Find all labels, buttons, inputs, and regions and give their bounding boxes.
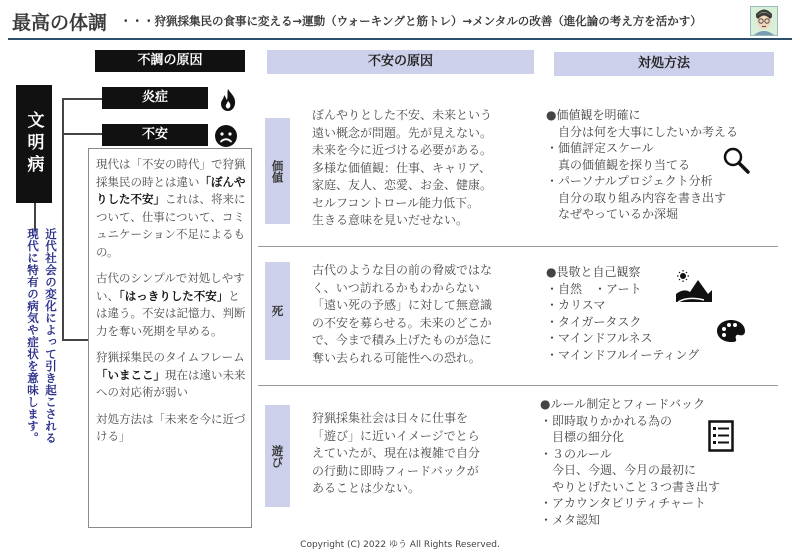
- row-divider: [258, 385, 778, 386]
- fuan-paragraph: 狩猟採集民のタイムフレーム「いまここ」現在は遠い未来への対応術が弱い: [96, 350, 246, 399]
- cause-text-shi: 古代のような目の前の脅威ではな く、いつ訪れるかもわからない 「遠い死の予感」に対して無意識 の不安を募らせる。未来のどこか で、今まで積み上げたものが急に 奪い去られる可能性への恐れ。: [312, 263, 493, 365]
- fuan-tag: 不安: [102, 124, 208, 146]
- row-divider: [258, 246, 778, 247]
- side-note: [18, 228, 60, 468]
- connector-line: [62, 98, 102, 100]
- list-item: ・アカウンタビリティチャート: [540, 496, 706, 510]
- list-item: ・パーソナルプロジェクト分析: [546, 174, 713, 188]
- list-item: ●価値観を明確に: [546, 108, 641, 122]
- magnifier-icon: [722, 146, 750, 174]
- checklist-icon: [708, 420, 734, 452]
- list-item: 今日、今週、今月の最初に: [540, 463, 697, 477]
- list-item: やりとげたいこと３つ書き出す: [540, 479, 721, 494]
- side-note-line: 現代に特有の病気や症状を意味します。: [26, 228, 40, 444]
- method-list-asobi: [540, 396, 778, 528]
- list-item: ・マインドフルネス: [546, 331, 653, 345]
- fuan-paragraph: 現代は「不安の時代」で狩猟採集民の時とは違い「ぼんやりした不安」これは、将来について、仕事について、コミュニケーション不足によるもの。: [96, 157, 246, 259]
- header-rule: [8, 38, 792, 40]
- list-item: なぜやっているか深堀: [546, 207, 679, 221]
- row-label-asobi: 遊び: [265, 405, 290, 507]
- row-label-kachi: 価値: [265, 118, 290, 224]
- connector-line: [34, 203, 36, 231]
- list-item: ・３のルール: [540, 446, 612, 461]
- page-subtitle: ・・・狩猟採集民の食事に変える→運動（ウォーキングと筋トレ）→メンタルの改善（進化論の考え方を活かす）: [120, 14, 702, 28]
- row-label-shi: 死: [265, 262, 290, 360]
- ensho-tag: 炎症: [102, 87, 208, 109]
- list-item: ・価値評定スケール: [546, 141, 654, 155]
- cause-text-asobi: 狩猟採集社会は日々に仕事を 「遊び」に近いイメージでとら えていたが、現在は複雑で自分 の行動に即時フィードバックが あることは少ない。: [312, 411, 481, 495]
- list-item: 目標の細分化: [540, 430, 625, 444]
- list-item: ・メタ認知: [540, 512, 601, 527]
- list-item: 真の価値観を探り当てる: [546, 157, 691, 172]
- list-item: ・自然 ・アート: [546, 281, 642, 296]
- fire-icon: [218, 88, 238, 112]
- page-title: 最高の体調: [12, 12, 108, 34]
- list-item: ●ルール制定とフィードバック: [540, 397, 706, 411]
- side-note-line: 近代社会の変化によって引き起こされる: [44, 228, 58, 444]
- list-item: ・タイガータスク: [546, 314, 642, 329]
- fuan-paragraph: 対処方法は「未来を今に近づける」: [96, 411, 246, 443]
- column-header-cause: 不安の原因: [267, 50, 534, 74]
- fuan-paragraph: 古代のシンプルで対処しやすい、「はっきりした不安」とは違う。不安は記憶力、判断力を奪い死期を早める。: [96, 271, 246, 338]
- copyright: Copyright (C) 2022 ゆう All Rights Reserved.: [300, 540, 500, 550]
- list-item: ●畏敬と自己観察: [546, 265, 641, 279]
- fuan-description: [96, 156, 248, 455]
- bunmei-label: 文明病: [16, 85, 52, 203]
- sun-landscape-icon: [674, 270, 714, 304]
- connector-line: [62, 339, 88, 341]
- list-item: 自分は何を大事にしたいか考える: [546, 124, 739, 139]
- method-list-shi: [546, 264, 778, 363]
- cause-text-kachi: ぼんやりとした不安、未来という 遠い概念が問題。先が見えない。 未来を今に近づける必要がある。 多様な価値観：仕事、キャリア、 家庭、友人、恋愛、お金、健康。 セルフコントロール能力低下。 生きる意味を見いだせない。: [312, 108, 493, 227]
- list-item: ・マインドフルイーティング: [546, 347, 700, 362]
- avatar-icon: [750, 6, 778, 36]
- column-header-method: 対処方法: [554, 52, 774, 76]
- column-header-left: 不調の原因: [95, 50, 245, 72]
- connector-line: [62, 133, 102, 135]
- palette-icon: [716, 319, 746, 343]
- list-item: 自分の取り組み内容を書き出す: [546, 190, 727, 205]
- sad-face-icon: [214, 124, 238, 148]
- list-item: ・即時取りかかれる為の: [540, 413, 673, 428]
- list-item: ・カリスマ: [546, 298, 606, 312]
